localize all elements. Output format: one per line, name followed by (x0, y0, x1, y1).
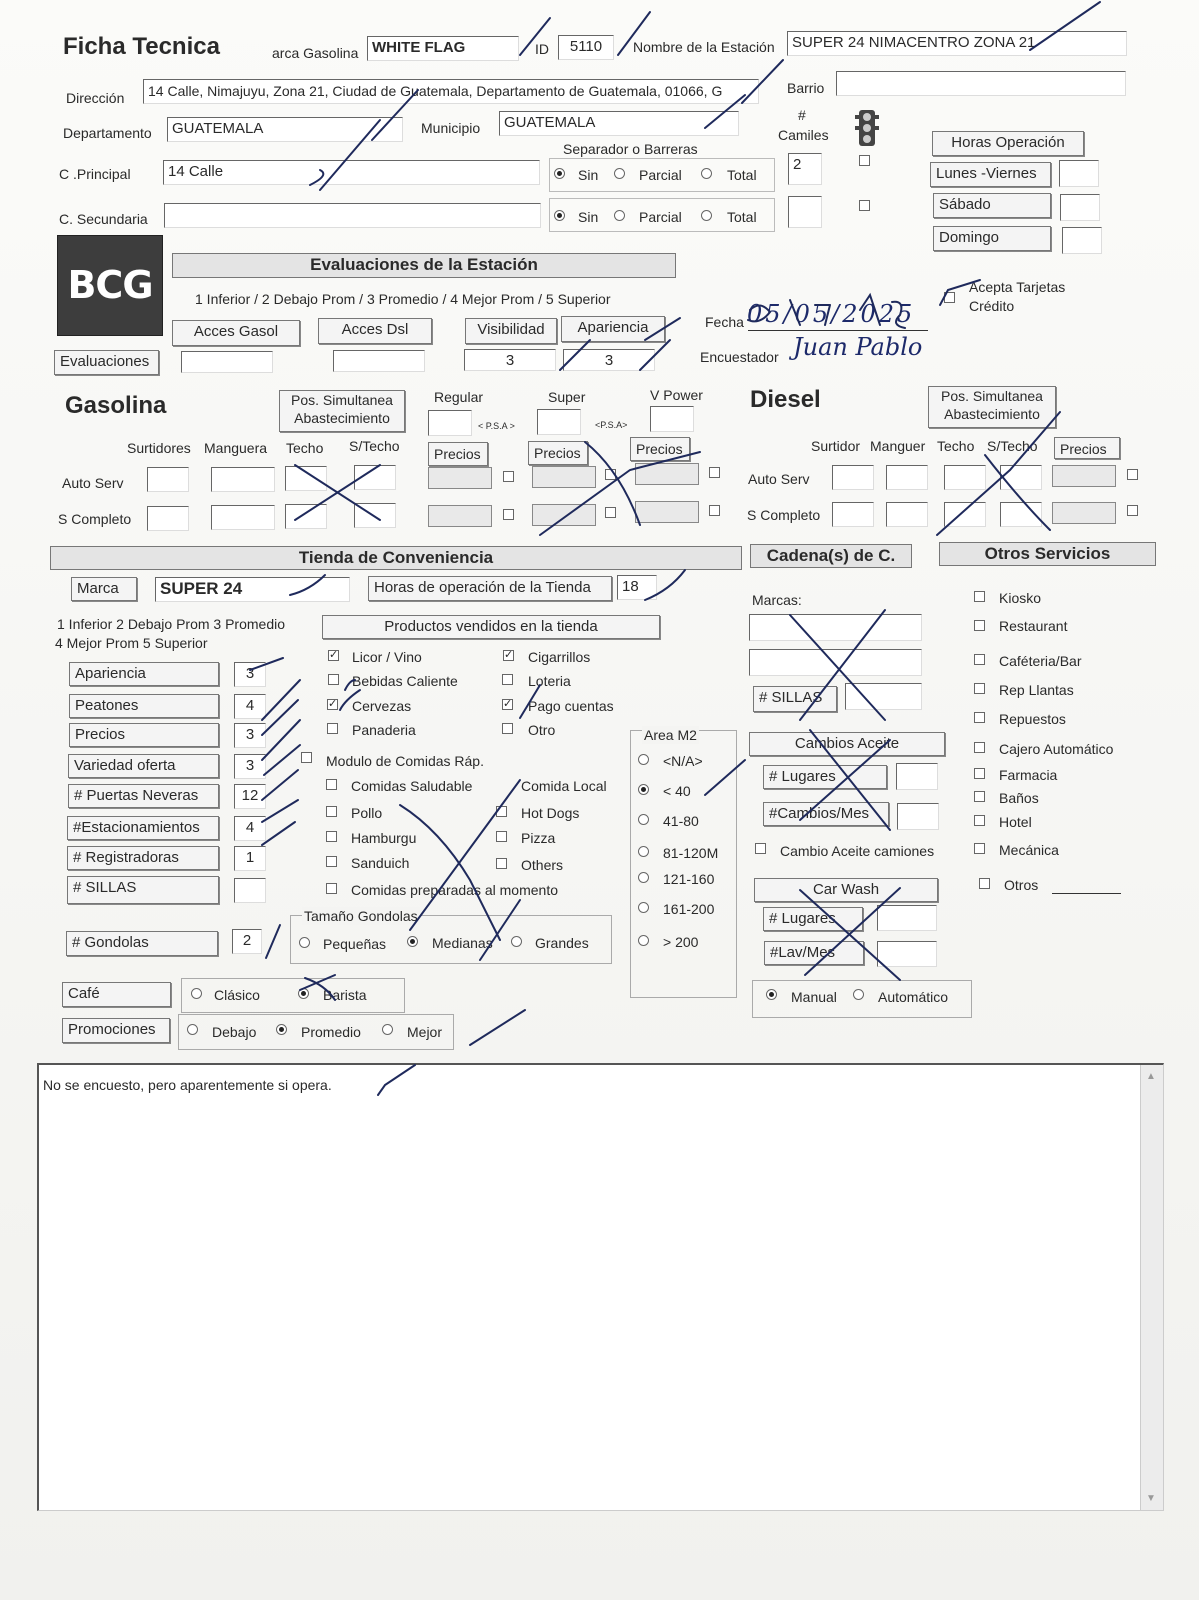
gas-auto-regular-checkbox[interactable] (503, 471, 514, 482)
rating-apariencia-field[interactable]: 3 (234, 662, 266, 687)
gas-completo-regular-checkbox[interactable] (503, 509, 514, 520)
tamano-grandes-radio[interactable] (511, 936, 522, 947)
form-title: Ficha Tecnica (63, 33, 220, 60)
sanduich-label: Sanduich (351, 855, 410, 871)
area-na-label: <N/A> (663, 753, 703, 769)
sabado-label: Sábado (933, 193, 1051, 218)
acepta-tarjetas-label: Acepta Tarjetas (969, 279, 1066, 295)
secundaria-field[interactable] (164, 203, 541, 228)
rep-llantas-checkbox[interactable] (974, 683, 985, 694)
sabado-field[interactable] (1060, 194, 1100, 221)
restaurant-checkbox[interactable] (974, 620, 985, 631)
diesel-completo-label: S Completo (747, 507, 821, 523)
col-manguera: Manguera (204, 440, 268, 456)
cafe-label: Café (62, 982, 171, 1007)
tienda-horas-label: Horas de operación de la Tienda (368, 576, 612, 601)
precios-super-label: Precios (528, 441, 588, 465)
others-checkbox[interactable] (496, 858, 507, 869)
cw-lav-label: #Lav/Mes (764, 941, 864, 965)
departamento-label: Departamento (63, 125, 152, 141)
municipio-field[interactable]: GUATEMALA (499, 111, 739, 136)
separador-label: Separador o Barreras (563, 141, 698, 157)
evaluaciones-scale: 1 Inferior / 2 Debajo Prom / 3 Promedio / 4 Mejor Prom / 5 Superior (195, 291, 611, 307)
diesel-pos-line2: Abastecimiento (944, 406, 1040, 422)
direccion-label: Dirección (66, 90, 125, 106)
tienda-scale-2: 4 Mejor Prom 5 Superior (55, 635, 208, 651)
pago-cuentas-label: Pago cuentas (528, 698, 614, 714)
gas-completo-stecho[interactable] (354, 503, 396, 528)
barrio-label: Barrio (787, 80, 825, 96)
gondolas-field[interactable]: 2 (232, 929, 262, 954)
gas-auto-precio-super[interactable] (532, 466, 596, 488)
gondolas-label: # Gondolas (66, 931, 218, 956)
rating-sillas-label: # SILLAS (67, 876, 219, 904)
diesel-completo-precio[interactable] (1052, 502, 1116, 524)
rating-apariencia-label: Apariencia (69, 662, 219, 686)
rating-neveras-field[interactable]: 12 (234, 784, 266, 809)
gas-completo-surtidores[interactable] (147, 506, 189, 531)
promo-promedio-label: Promedio (301, 1024, 361, 1040)
diesel-completo-techo[interactable] (944, 502, 986, 527)
others-label: Others (521, 857, 564, 873)
licor-checkbox[interactable]: ✓ (329, 649, 339, 661)
gas-auto-vpower-checkbox[interactable] (709, 467, 720, 478)
banos-checkbox[interactable] (974, 791, 985, 802)
gas-completo-precio-super[interactable] (532, 504, 596, 526)
rating-neveras-label: # Puertas Neveras (68, 784, 219, 808)
promo-debajo-radio[interactable] (187, 1024, 198, 1035)
rating-sillas-field[interactable] (234, 878, 266, 903)
diesel-auto-manguer[interactable] (886, 465, 928, 490)
modulo-comidas-checkbox[interactable] (301, 752, 312, 763)
area-161-200-label: 161-200 (663, 901, 715, 917)
area-na-radio[interactable] (638, 754, 649, 765)
bcg-logo (57, 235, 163, 336)
acces-dsl-field[interactable] (333, 350, 425, 372)
diesel-completo-surtidor[interactable] (832, 502, 874, 527)
domingo-label: Domingo (933, 226, 1051, 251)
tienda-scale-1: 1 Inferior 2 Debajo Prom 3 Promedio (57, 616, 285, 632)
domingo-field[interactable] (1062, 227, 1102, 254)
hot-dogs-checkbox[interactable] (496, 806, 507, 817)
diesel-col-stecho: S/Techo (987, 438, 1038, 454)
tamano-medianas-radio[interactable] (407, 936, 418, 947)
evaluaciones-row-label: Evaluaciones (54, 350, 159, 375)
sep-principal-sin-radio[interactable] (554, 168, 565, 179)
gas-completo-techo[interactable] (285, 504, 327, 529)
col-techo: Techo (286, 440, 324, 456)
loteria-label: Loteria (528, 673, 571, 689)
promo-debajo-label: Debajo (212, 1024, 257, 1040)
regular-label: Regular (434, 389, 484, 405)
acces-gasol-field[interactable] (181, 351, 273, 373)
gas-auto-super-checkbox[interactable] (605, 469, 616, 480)
pizza-label: Pizza (521, 830, 556, 846)
gas-completo-precio-regular[interactable] (428, 505, 492, 527)
fecha-value[interactable]: 05/05/2025 (747, 300, 916, 328)
gas-completo-label: S Completo (58, 511, 132, 527)
tienda-title: Tienda de Conveniencia (50, 546, 742, 570)
area-41-80-label: 41-80 (663, 813, 699, 829)
farmacia-label: Farmacia (999, 767, 1058, 783)
diesel-completo-checkbox[interactable] (1127, 505, 1138, 516)
cadena-sillas-label: # SILLAS (753, 686, 837, 712)
diesel-auto-precio[interactable] (1052, 465, 1116, 487)
comidas-preparadas-label: Comidas preparadas al momento (351, 882, 558, 898)
psa-super-label: <P.S.A> (595, 420, 628, 430)
panaderia-label: Panaderia (352, 722, 416, 738)
diesel-auto-serv-label: Auto Serv (748, 471, 810, 487)
kiosko-checkbox[interactable] (974, 591, 985, 602)
hotel-label: Hotel (999, 814, 1032, 830)
comments-text: No se encuesto, pero aparentemente si opera. (43, 1077, 332, 1093)
tamano-pequenas-label: Pequeñas (323, 936, 387, 952)
rating-registradoras-field[interactable]: 1 (234, 846, 266, 871)
cafeteria-checkbox[interactable] (974, 654, 985, 665)
sanduich-checkbox[interactable] (326, 856, 337, 867)
area-121-160-radio[interactable] (638, 872, 649, 883)
semaforo-secundaria-checkbox[interactable] (859, 200, 870, 211)
visibilidad-label: Visibilidad (465, 318, 557, 344)
direccion-field[interactable]: 14 Calle, Nimajuyu, Zona 21, Ciudad de Guatemala, Departamento de Guatemala, 01066, G (143, 79, 759, 104)
car-wash-title: Car Wash (754, 878, 938, 902)
psa-regular-label: < P.S.A > (478, 421, 515, 431)
marca-field[interactable]: WHITE FLAG (367, 36, 519, 61)
traffic-light-icon (855, 110, 879, 151)
camiles-secundaria-field[interactable] (788, 196, 822, 228)
cafe-clasico-label: Clásico (214, 987, 260, 1003)
tienda-marca-label: Marca (71, 577, 137, 601)
area-lt40-radio[interactable] (638, 784, 649, 795)
cambio-camiones-checkbox[interactable] (755, 843, 766, 854)
rating-variedad-field[interactable]: 3 (234, 754, 266, 779)
hot-dogs-label: Hot Dogs (521, 805, 580, 821)
diesel-pos-simultanea (928, 386, 1056, 428)
secundaria-label: C. Secundaria (59, 211, 148, 227)
otro-label: Otro (528, 722, 556, 738)
sep-principal-parcial-label: Parcial (639, 167, 682, 183)
id-label: ID (535, 41, 549, 57)
diesel-pos-line1: Pos. Simultanea (941, 388, 1043, 404)
licor-label: Licor / Vino (352, 649, 422, 665)
sep-secundaria-parcial-label: Parcial (639, 209, 682, 225)
cajero-checkbox[interactable] (974, 742, 985, 753)
diesel-precios-label: Precios (1054, 437, 1120, 459)
sep-principal-sin-label: Sin (578, 167, 599, 183)
area-41-80-radio[interactable] (638, 814, 649, 825)
col-stecho: S/Techo (349, 438, 400, 454)
tamano-pequenas-radio[interactable] (299, 937, 310, 948)
sep-secundaria-sin-radio[interactable] (554, 210, 565, 221)
otros-label: Otros (1004, 877, 1039, 893)
nombre-label: Nombre de la Estación (633, 39, 775, 55)
bcg-logo-text: BCG (67, 263, 153, 307)
acces-gasol-label: Acces Gasol (172, 320, 300, 346)
apariencia-eval-field[interactable]: 3 (563, 349, 655, 371)
acces-dsl-label: Acces Dsl (318, 318, 432, 344)
cadena-marcas-label: Marcas: (752, 592, 802, 608)
rep-llantas-label: Rep Llantas (999, 682, 1074, 698)
mecanica-label: Mecánica (999, 842, 1059, 858)
productos-title: Productos vendidos en la tienda (322, 615, 660, 639)
scroll-up-icon[interactable]: ▲ (1146, 1071, 1156, 1082)
pizza-checkbox[interactable] (496, 831, 507, 842)
area-gt200-radio[interactable] (638, 935, 649, 946)
fecha-line (748, 330, 928, 331)
diesel-auto-surtidor[interactable] (832, 465, 874, 490)
pollo-label: Pollo (351, 805, 383, 821)
sep-secundaria-total-radio[interactable] (701, 210, 712, 221)
comidas-saludable-checkbox[interactable] (326, 779, 337, 790)
rating-precios-field[interactable]: 3 (234, 723, 266, 748)
promo-mejor-radio[interactable] (382, 1024, 393, 1035)
diesel-auto-stecho[interactable] (1000, 465, 1042, 490)
cambios-lugares-field[interactable] (896, 763, 938, 790)
gas-completo-super-checkbox[interactable] (605, 507, 616, 518)
cadena-marca-field-2[interactable] (749, 649, 922, 676)
barrio-field[interactable] (836, 71, 1126, 96)
camiles-principal-field[interactable]: 2 (788, 153, 822, 185)
cajero-label: Cajero Automático (999, 741, 1114, 757)
vpower-psa-field[interactable] (650, 406, 694, 432)
principal-field[interactable]: 14 Calle (163, 160, 540, 185)
hamburgu-checkbox[interactable] (326, 831, 337, 842)
tienda-marca-field[interactable]: SUPER 24 (155, 577, 350, 602)
col-surtidores: Surtidores (127, 440, 191, 456)
encuestador-label: Encuestador (700, 349, 779, 365)
otros-line (1052, 893, 1121, 894)
gas-auto-techo[interactable] (285, 466, 327, 491)
gasolina-title: Gasolina (65, 392, 167, 419)
area-121-160-label: 121-160 (663, 871, 715, 887)
cervezas-label: Cervezas (352, 698, 412, 714)
semaforo-principal-checkbox[interactable] (859, 155, 870, 166)
cw-lav-field[interactable] (877, 941, 937, 967)
super-psa-field[interactable] (537, 409, 581, 435)
gas-auto-surtidores[interactable] (147, 467, 189, 492)
diesel-auto-techo[interactable] (944, 465, 986, 490)
camiles-hash-label: # (798, 107, 806, 123)
rating-estacionamientos-label: #Estacionamientos (67, 816, 219, 840)
cadena-title: Cadena(s) de C. (750, 544, 912, 568)
area-81-120-radio[interactable] (638, 846, 649, 857)
comments-textarea[interactable] (37, 1063, 1164, 1511)
marca-label: arca Gasolina (272, 45, 359, 61)
gasolina-pos-line1: Pos. Simultanea (291, 392, 393, 408)
mecanica-checkbox[interactable] (974, 843, 985, 854)
pago-cuentas-checkbox[interactable]: ✓ (503, 698, 513, 710)
precios-vpower-label: Precios (630, 437, 690, 461)
tamano-medianas-label: Medianas (432, 935, 493, 951)
wash-manual-label: Manual (791, 989, 837, 1005)
bebidas-label: Bebidas Caliente (352, 673, 458, 689)
horas-operacion-title: Horas Operación (932, 131, 1084, 156)
otro-checkbox[interactable] (502, 723, 513, 734)
rating-peatones-field[interactable]: 4 (234, 694, 266, 719)
id-field[interactable]: 5110 (558, 35, 614, 60)
cervezas-checkbox[interactable]: ✓ (328, 698, 338, 710)
sep-secundaria-total-label: Total (727, 209, 757, 225)
cigarrillos-checkbox[interactable]: ✓ (504, 649, 514, 661)
cadena-marca-field-1[interactable] (749, 614, 922, 641)
diesel-completo-stecho[interactable] (1000, 502, 1042, 527)
promo-mejor-label: Mejor (407, 1024, 443, 1040)
cambios-mes-field[interactable] (897, 803, 939, 830)
cw-lugares-field[interactable] (877, 905, 937, 931)
gas-auto-manguera[interactable] (211, 467, 275, 492)
pollo-checkbox[interactable] (326, 806, 337, 817)
super-label: Super (548, 389, 586, 405)
hamburgu-label: Hamburgu (351, 830, 417, 846)
cambios-lugares-label: # Lugares (763, 765, 887, 789)
sep-principal-total-label: Total (727, 167, 757, 183)
area-161-200-radio[interactable] (638, 902, 649, 913)
gasolina-pos-line2: Abastecimiento (294, 410, 390, 426)
cw-lugares-label: # Lugares (763, 907, 863, 931)
acepta-tarjetas-checkbox[interactable] (944, 292, 955, 303)
vpower-label: V Power (650, 387, 703, 403)
rating-precios-label: Precios (69, 723, 219, 747)
otros-checkbox[interactable] (979, 878, 990, 889)
camiles-label: Camiles (778, 127, 829, 143)
diesel-col-manguer: Manguer (870, 438, 926, 454)
wash-manual-radio[interactable] (766, 989, 777, 1000)
cambios-mes-label: #Cambios/Mes (763, 802, 889, 826)
hotel-checkbox[interactable] (974, 815, 985, 826)
area-label: Area M2 (644, 727, 697, 743)
credito-label: Crédito (969, 298, 1015, 314)
evaluaciones-title: Evaluaciones de la Estación (172, 253, 676, 278)
banos-label: Baños (999, 790, 1039, 806)
cafe-clasico-radio[interactable] (191, 988, 202, 999)
farmacia-checkbox[interactable] (974, 768, 985, 779)
municipio-label: Municipio (421, 120, 481, 136)
regular-psa-field[interactable] (428, 410, 472, 436)
encuestador-value[interactable]: Juan Pablo (793, 333, 923, 361)
precios-regular-label: Precios (428, 442, 488, 466)
gas-auto-serv-label: Auto Serv (62, 475, 124, 491)
gasolina-pos-simultanea (279, 390, 405, 432)
tamano-label: Tamaño Gondolas (304, 908, 418, 924)
comida-local-label: Comida Local (521, 778, 607, 794)
scroll-down-icon[interactable]: ▼ (1146, 1493, 1156, 1504)
sep-secundaria-sin-label: Sin (578, 209, 599, 225)
sep-principal-total-radio[interactable] (701, 168, 712, 179)
diesel-title: Diesel (750, 386, 821, 413)
diesel-completo-manguer[interactable] (886, 502, 928, 527)
lunes-viernes-label: Lunes -Viernes (930, 162, 1051, 187)
gas-auto-stecho[interactable] (354, 465, 396, 490)
cafe-barista-label: Barista (323, 987, 367, 1003)
diesel-col-surtidor: Surtidor (811, 438, 861, 454)
principal-label: C .Principal (59, 166, 131, 182)
bebidas-checkbox[interactable] (328, 674, 339, 685)
gas-auto-precio-regular[interactable] (428, 467, 492, 489)
rating-registradoras-label: # Registradoras (67, 846, 219, 870)
cafe-barista-radio[interactable] (298, 988, 309, 999)
visibilidad-field[interactable]: 3 (464, 349, 556, 371)
tamano-grandes-label: Grandes (535, 935, 589, 951)
promo-promedio-radio[interactable] (276, 1024, 287, 1035)
tienda-horas-field[interactable]: 18 (617, 575, 657, 600)
cambio-camiones-label: Cambio Aceite camiones (780, 843, 935, 859)
apariencia-eval-label: Apariencia (561, 316, 665, 342)
gas-completo-vpower-checkbox[interactable] (709, 505, 720, 516)
rating-variedad-label: Variedad oferta (68, 754, 219, 778)
area-lt40-label: < 40 (663, 783, 691, 799)
area-81-120-label: 81-120M (663, 845, 719, 861)
cigarrillos-label: Cigarrillos (528, 649, 591, 665)
cafeteria-label: Caféteria/Bar (999, 653, 1082, 669)
panaderia-checkbox[interactable] (327, 723, 338, 734)
gas-completo-precio-vpower[interactable] (635, 501, 699, 523)
comments-scrollbar[interactable] (1140, 1065, 1163, 1510)
repuestos-label: Repuestos (999, 711, 1066, 727)
lunes-viernes-field[interactable] (1059, 160, 1099, 187)
gas-completo-manguera[interactable] (211, 505, 275, 530)
rating-peatones-label: Peatones (69, 694, 219, 718)
sep-secundaria-parcial-radio[interactable] (614, 210, 625, 221)
comidas-preparadas-checkbox[interactable] (326, 883, 337, 894)
gas-auto-precio-vpower[interactable] (635, 463, 699, 485)
wash-automatico-label: Automático (878, 989, 949, 1005)
area-gt200-label: > 200 (663, 934, 699, 950)
otros-servicios-title: Otros Servicios (939, 542, 1156, 566)
sep-principal-parcial-radio[interactable] (614, 168, 625, 179)
kiosko-label: Kiosko (999, 590, 1042, 606)
cadena-sillas-field[interactable] (845, 683, 922, 710)
modulo-comidas-label: Modulo de Comidas Ráp. (326, 753, 484, 769)
repuestos-checkbox[interactable] (974, 712, 985, 723)
area-group (630, 730, 737, 998)
nombre-field[interactable]: SUPER 24 NIMACENTRO ZONA 21 (787, 31, 1127, 56)
restaurant-label: Restaurant (999, 618, 1068, 634)
departamento-field[interactable]: GUATEMALA (167, 117, 403, 142)
rating-estacionamientos-field[interactable]: 4 (234, 816, 266, 841)
wash-automatico-radio[interactable] (853, 989, 864, 1000)
promociones-label: Promociones (62, 1018, 170, 1043)
fecha-label: Fecha (705, 314, 744, 330)
loteria-checkbox[interactable] (502, 674, 513, 685)
cambios-aceite-title: Cambios Aceite (749, 732, 945, 756)
diesel-auto-checkbox[interactable] (1127, 469, 1138, 480)
diesel-col-techo: Techo (937, 438, 975, 454)
comidas-saludable-label: Comidas Saludable (351, 778, 473, 794)
